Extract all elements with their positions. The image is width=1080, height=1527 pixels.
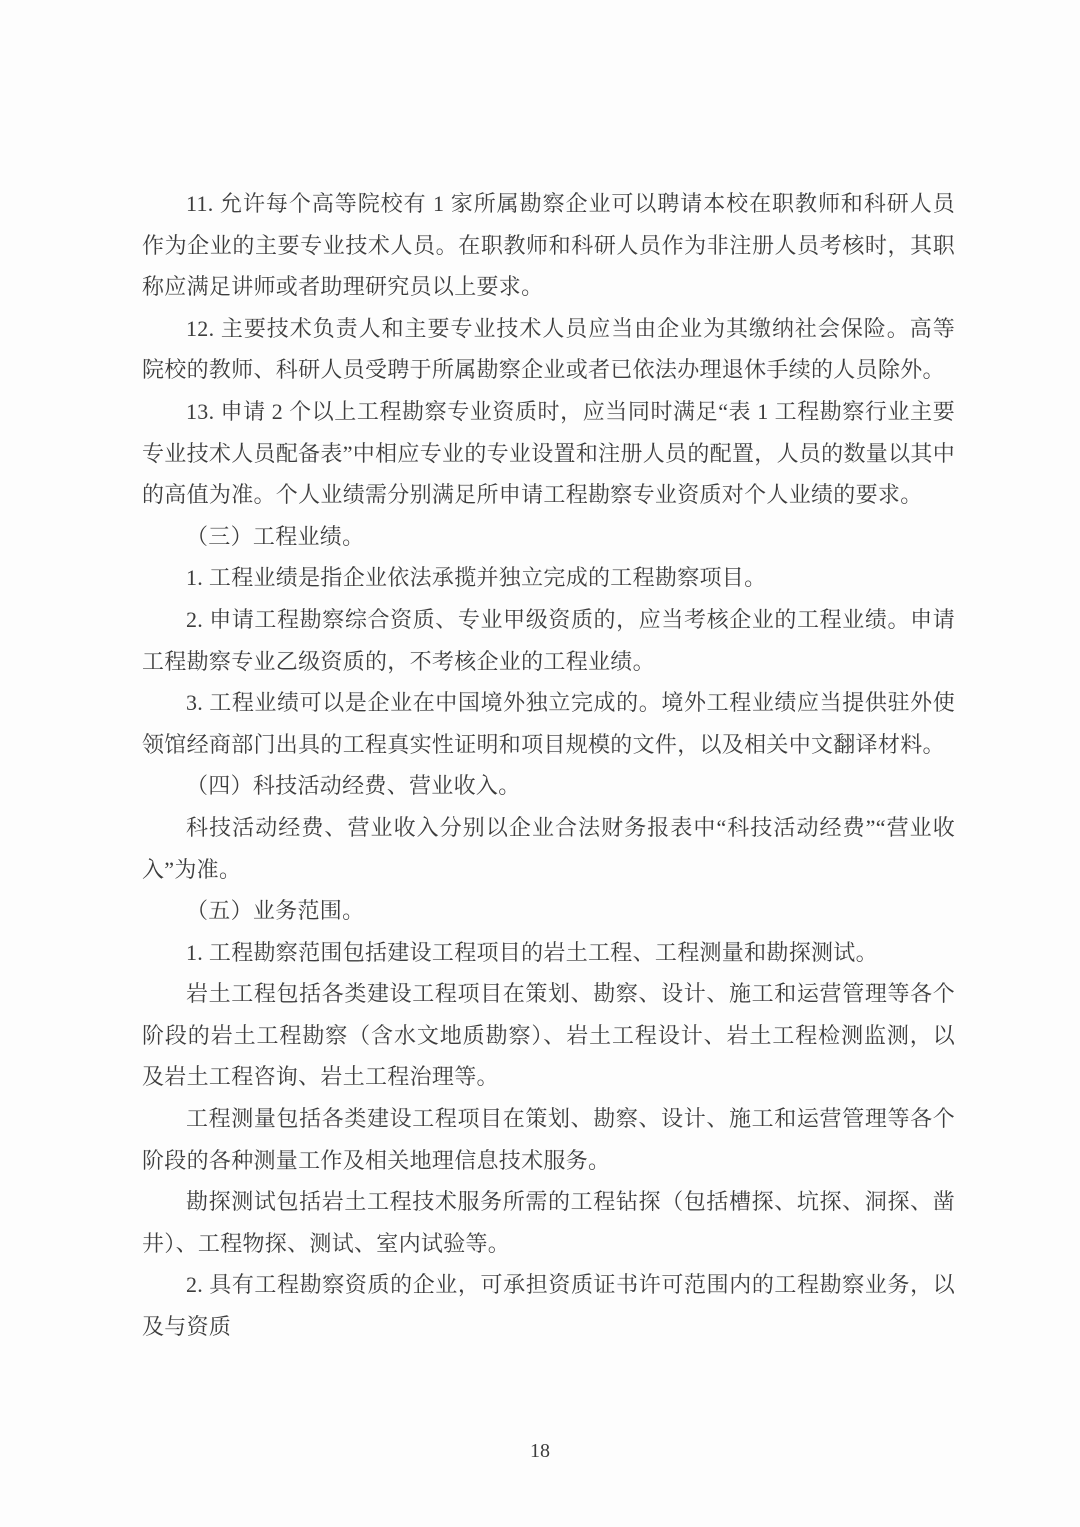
paragraph-item-11: 11. 允许每个高等院校有 1 家所属勘察企业可以聘请本校在职教师和科研人员作为企业的主要专业技术人员。在职教师和科研人员作为非注册人员考核时，其职称应满足讲师或者助理研究员以上要求。	[142, 191, 955, 300]
paragraph: 1. 工程业绩是指企业依法承揽并独立完成的工程勘察项目。	[186, 565, 767, 591]
section-heading-3: （三）工程业绩。	[186, 523, 365, 549]
paragraph: 勘探测试包括岩土工程技术服务所需的工程钻探（包括槽探、坑探、洞探、凿井）、工程物探、测试、室内试验等。	[142, 1189, 955, 1256]
paragraph-item-12: 12. 主要技术负责人和主要专业技术人员应当由企业为其缴纳社会保险。高等院校的教师、科研人员受聘于所属勘察企业或者已依法办理退休手续的人员除外。	[142, 315, 955, 383]
section-heading-4: （四）科技活动经费、营业收入。	[186, 773, 521, 799]
paragraph-item-13: 13. 申请 2 个以上工程勘察专业资质时，应当同时满足“表 1 工程勘察行业主要专业技术人员配备表”中相应专业的专业设置和注册人员的配置，人员的数量以其中的高值为准。个人业绩需分别满足所申请工程勘察专业资质对个人业绩的要求。	[142, 398, 955, 508]
section-heading-5: （五）业务范围。	[186, 898, 365, 924]
paragraph: 2. 具有工程勘察资质的企业，可承担资质证书许可范围内的工程勘察业务，以及与资质	[142, 1272, 955, 1340]
paragraph: 2. 申请工程勘察综合资质、专业甲级资质的，应当考核企业的工程业绩。申请工程勘察专业乙级资质的，不考核企业的工程业绩。	[142, 606, 955, 674]
page-number: 18	[530, 1440, 550, 1462]
paragraph: 3. 工程业绩可以是企业在中国境外独立完成的。境外工程业绩应当提供驻外使领馆经商部门出具的工程真实性证明和项目规模的文件，以及相关中文翻译材料。	[142, 690, 955, 757]
document-body	[142, 183, 955, 1348]
paragraph: 科技活动经费、营业收入分别以企业合法财务报表中“科技活动经费”“营业收入”为准。	[142, 814, 955, 882]
paragraph: 1. 工程勘察范围包括建设工程项目的岩土工程、工程测量和勘探测试。	[186, 939, 878, 965]
paragraph: 工程测量包括各类建设工程项目在策划、勘察、设计、施工和运营管理等各个阶段的各种测量工作及相关地理信息技术服务。	[142, 1106, 955, 1173]
paragraph: 岩土工程包括各类建设工程项目在策划、勘察、设计、施工和运营管理等各个阶段的岩土工程勘察（含水文地质勘察）、岩土工程设计、岩土工程检测监测，以及岩土工程咨询、岩土工程治理等。	[142, 981, 955, 1090]
